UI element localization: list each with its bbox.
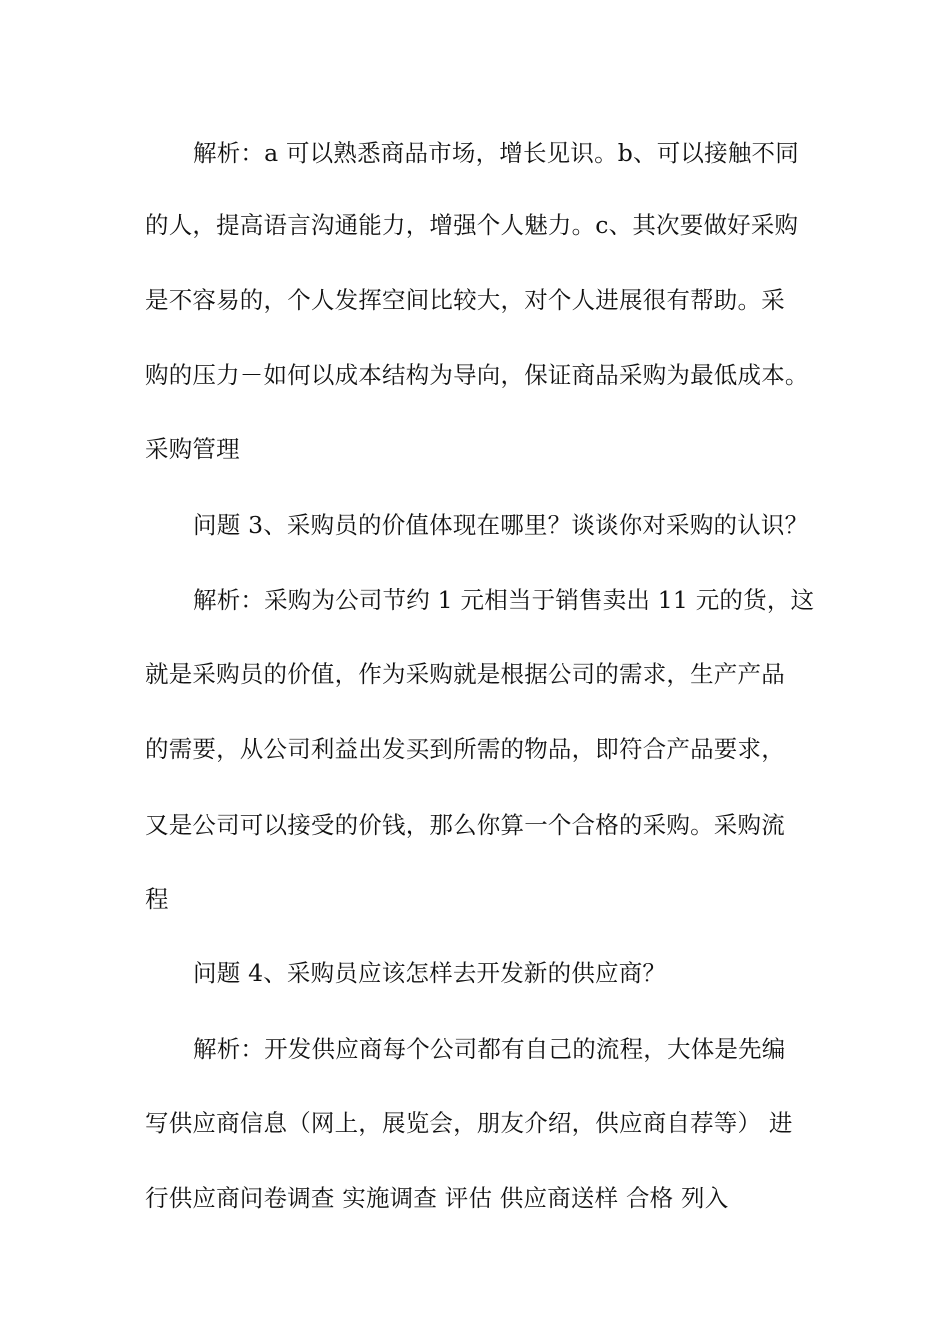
section-label: 采购管理 [145, 435, 240, 463]
paragraph-line: 购的压力－如何以成本结构为导向，保证商品采购为最低成本。 [145, 361, 809, 389]
question-heading: 问题 3、采购员的价值体现在哪里？谈谈你对采购的认识？ [193, 511, 809, 539]
question-heading: 问题 4、采购员应该怎样去开发新的供应商？ [193, 959, 667, 987]
paragraph-line: 解析：开发供应商每个公司都有自己的流程，大体是先编 [193, 1035, 786, 1063]
paragraph-line: 解析：采购为公司节约 1 元相当于销售卖出 11 元的货，这 [193, 586, 815, 614]
paragraph-line: 就是采购员的价值，作为采购就是根据公司的需求，生产产品 [145, 660, 785, 688]
paragraph-line: 写供应商信息（网上，展览会，朋友介绍，供应商自荐等） 进 [145, 1109, 793, 1137]
paragraph-line: 解析：a 可以熟悉商品市场，增长见识。b、可以接触不同 [193, 139, 799, 167]
paragraph-line: 的人，提高语言沟通能力，增强个人魅力。c、其次要做好采购 [145, 211, 799, 239]
paragraph-line: 是不容易的，个人发挥空间比较大，对个人进展很有帮助。采 [145, 286, 785, 314]
paragraph-line: 行供应商问卷调查 实施调查 评估 供应商送样 合格 列入 [145, 1184, 729, 1212]
section-label: 程 [145, 885, 169, 913]
paragraph-line: 又是公司可以接受的价钱，那么你算一个合格的采购。采购流 [145, 811, 785, 839]
paragraph-line: 的需要，从公司利益出发买到所需的物品，即符合产品要求， [145, 735, 785, 763]
